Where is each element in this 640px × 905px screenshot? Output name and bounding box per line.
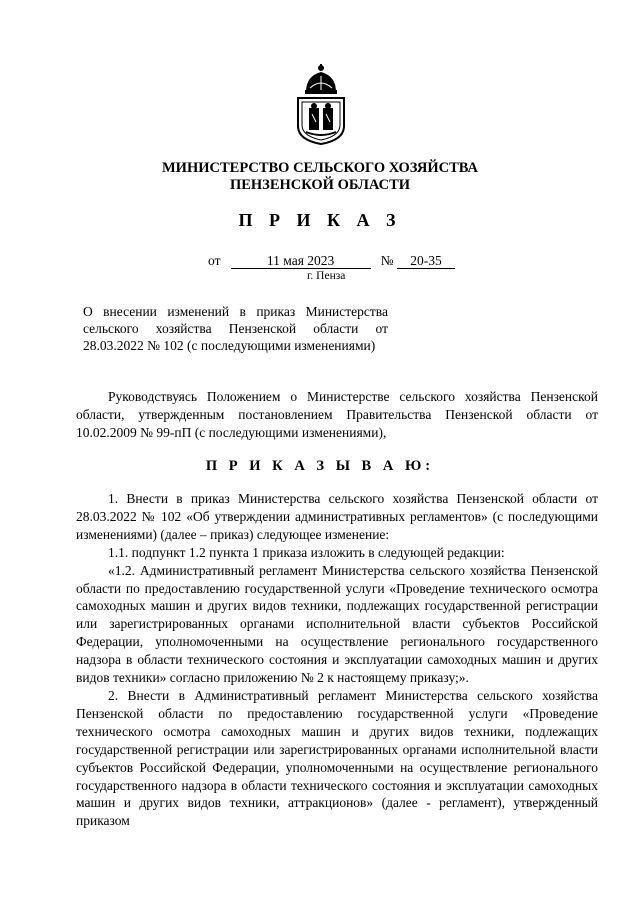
city: г. Пенза xyxy=(307,270,346,282)
penza-coat-of-arms-icon xyxy=(292,62,350,146)
paragraph-2: 2. Внести в Административный регламент Министерства сельского хозяйства Пензенской области по предоставлению государственной услуги «Проведение технического осмотра самоходных машин и других видов техники, подлежащих государственной регистрации или зарегистрированных органами исполнительной власти субъектов Российской Федерации, уполномоченными на осуществление регионального государственного надзора в области технического состояния и эксплуатации самоходных машин и других видов техники, аттракционов» (далее - регламент), утвержденный приказом xyxy=(76,687,598,829)
order-date-number xyxy=(208,253,455,269)
ministry-name-line2: ПЕНЗЕНСКОЙ ОБЛАСТИ xyxy=(229,177,411,193)
date-prefix: от xyxy=(208,253,221,268)
order-subject: О внесении изменений в приказ Министерства сельского хозяйства Пензенской области от 28.03.2022 № 102 (с последующими изменениями) xyxy=(83,304,388,353)
order-number: 20-35 xyxy=(397,254,455,269)
preamble: Руководствуясь Положением о Министерстве сельского хозяйства Пензенской области, утвержденным постановлением Правительства Пензенской области от 10.02.2009 № 99-пП (с последующими изменениями), xyxy=(76,389,598,440)
ministry-name-line1: МИНИСТЕРСТВО СЕЛЬСКОГО ХОЗЯЙСТВА xyxy=(162,160,478,176)
document-type-title: П Р И К А З xyxy=(238,210,402,230)
order-date: 11 мая 2023 xyxy=(231,254,371,269)
paragraph-1-1: 1.1. подпункт 1.2 пункта 1 приказа изложить в следующей редакции: xyxy=(108,544,505,560)
preamble-block xyxy=(76,388,598,442)
paragraph-1-2: «1.2. Административный регламент Министерства сельского хозяйства Пензенской области по предоставлению государственной услуги «Проведение технического осмотра самоходных машин и других видов техники, подлежащих государственной регистрации или зарегистрированных органами исполнительной власти субъектов Российской Федерации, уполномоченными на осуществление регионального государственного надзора в области технического состояния и эксплуатации самоходных машин и других видов техники» согласно приложению № 2 к настоящему приказу;». xyxy=(76,562,598,686)
number-prefix: № xyxy=(380,253,394,268)
directive-heading: П Р И К А З Ы В А Ю: xyxy=(205,458,435,474)
order-body xyxy=(76,490,598,830)
paragraph-1: 1. Внести в приказ Министерства сельского хозяйства Пензенской области от 28.03.2022 № 102 «Об утверждении административных регламентов» (с последующими изменениями) (далее – приказ) следующее изменение: xyxy=(76,491,598,542)
